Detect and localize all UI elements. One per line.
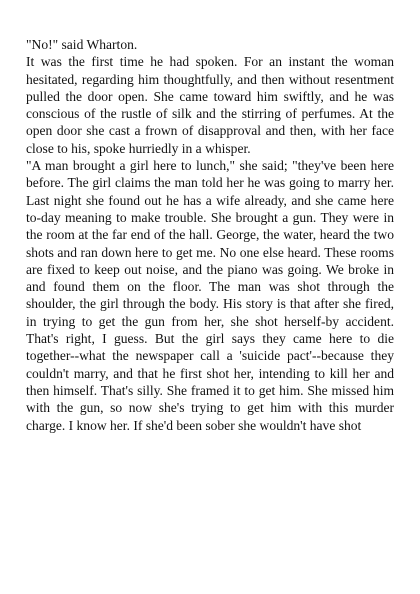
paragraph-3: "A man brought a girl here to lunch," she said; "they've been here before. The girl claims the man told her he was going to marry her. Last night she found out he has a wife already, and she came here to-day meaning to make trouble. She brought a gun. They were in the room at the far end of the hall. George, the water, heard the two shots and ran down here to get me. No one else heard. These rooms are fixed to keep out noise, and the piano was going. We broke in and found them on the floor. The man was shot through the shoulder, the girl through the body. His story is that after she fired, in trying to get the gun from her, she shot herself-by accident. That's right, I guess. But the girl says they came here to die together--what the newspaper call a 'suicide pact'--because they couldn't marry, and that he first shot her, intending to kill her and then himself. That's silly. She framed it to get him. She missed him with the gun, so now she's trying to get him with this murder charge. I know her. If she'd been sober she wouldn't have shot	[26, 158, 394, 433]
paragraph-2: It was the first time he had spoken. For an instant the woman hesitated, regarding him thoughtfully, and then without resentment pulled the door open. She came toward him swiftly, and he was conscious of the rustle of silk and the stirring of perfumes. At the open door she cast a frown of disapproval and then, with her face close to his, spoke hurriedly in a whisper.	[26, 54, 394, 156]
document-page	[26, 36, 394, 434]
paragraph-1: "No!" said Wharton.	[26, 37, 138, 52]
